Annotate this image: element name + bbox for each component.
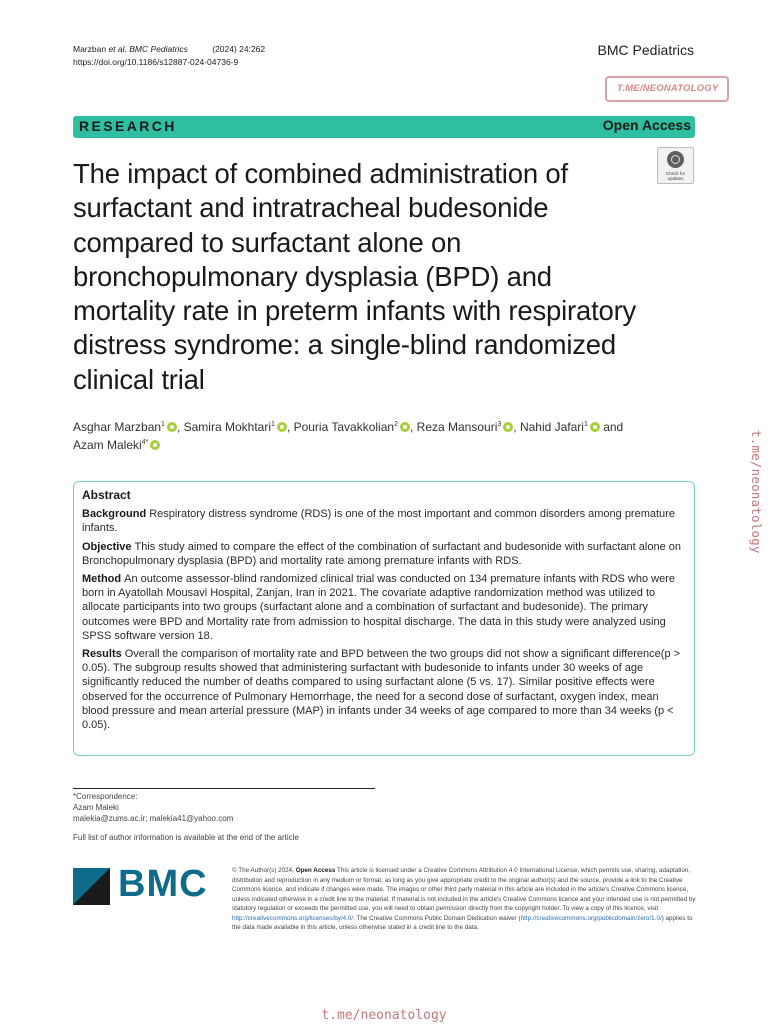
footnote-divider (73, 788, 375, 789)
citation-line (73, 43, 265, 56)
license-open-access: Open Access (295, 867, 336, 874)
abstract-background: Background Respiratory distress syndrome (RDS) is one of the most important and common disorders among premature infants. (82, 508, 675, 535)
side-watermark: t.me/neonatology (749, 430, 764, 554)
article-title: The impact of combined administration of surfactant and intratracheal budesonide compared to surfactant alone on bronchopulmonary dysplasia (BPD) and mortality rate in preterm infants with respiratory distress syndrome: a single-blind randomized clinical trial (73, 158, 637, 395)
license-link-by[interactable]: http://creativecommons.org/licenses/by/4.0/ (232, 914, 354, 922)
author[interactable]: Pouria Tavakkolian$^2$ (293, 420, 398, 434)
abstract-heading: Abstract (82, 488, 131, 502)
abstract-box (73, 481, 695, 756)
correspondence-label: *Correspondence: (73, 792, 138, 801)
watermark-stamp: T.ME/NEONATOLOGY (605, 76, 729, 102)
abstract-results: Results Overall the comparison of mortality rate and BPD between the two groups did not show a significant difference(p > 0.05). The subgroup results showed that administering surfactant with budesonide to infants under 30 weeks of age significantly reduced the number of deaths compared to using surfactant alone (5 vs. 17). Similar positive effects were observed for the occurrence of Pulmonary Hemorrhage, the need for a second dose of surfactant, oxygen index, mean blood pressure and mean arterial pressure (MAP) in infants under 34 weeks of age compared to more than 34 weeks (p < 0.05). (82, 648, 681, 732)
bmc-logo-triangle (73, 868, 110, 905)
bmc-logo (73, 863, 215, 906)
research-banner (73, 116, 695, 138)
correspondence-name: Azam Maleki (73, 803, 119, 812)
abstract-objective: Objective This study aimed to compare the effect of the combination of surfactant and budesonide with surfactant alone on Bronchopulmonary dysplasia (BPD) and mortality rate among premature infants with RDS. (82, 540, 681, 567)
open-access-label: Open Access (602, 117, 691, 133)
orcid-icon[interactable] (400, 422, 410, 432)
header-year-volume: (2024) 24:262 (212, 44, 266, 54)
orcid-icon[interactable] (167, 422, 177, 432)
updates-line1: Check for (665, 171, 686, 176)
journal-name: BMC Pediatrics (597, 42, 694, 58)
author-list: Asghar Marzban$^1$ , Samira Mokhtari$^1$ , Pouria Tavakkolian$^2$ , Reza Mansouri$^3$ , Nahid Jafari$^1$ and Azam Maleki$^{4*}$ (73, 420, 624, 452)
running-header (73, 43, 265, 69)
orcid-icon[interactable] (590, 422, 600, 432)
author[interactable]: Nahid Jafari$^1$ (519, 420, 588, 434)
author[interactable]: Azam Maleki$^{4*}$ (73, 438, 149, 452)
footer-watermark[interactable]: t.me/neonatology (321, 1008, 447, 1023)
abstract-method: Method An outcome assessor-blind randomized clinical trial was conducted on 134 premature infants with RDS who were born in Ayatollah Mousavi Hospital, Zanjan, Iran in 2021. The covariate adaptive randomization method was utilized to allocate participants into two groups (surfactant alone and a combination of surfactant and budesonide). The primary outcomes were BPD and Mortality rate from admission to hospital discharge. The data in this study were analyzed using SPSS software version 18. (82, 573, 675, 642)
update-icon (667, 151, 684, 168)
doi-link[interactable]: https://doi.org/10.1186/s12887-024-04736-9 (73, 57, 239, 67)
license-link-zero[interactable]: http://creativecommons.org/publicdomain/zero/1.0/ (520, 914, 662, 922)
author[interactable]: Samira Mokhtari$^1$ (183, 420, 275, 434)
license-text: © The Author(s) 2024. Open Access This article is licensed under a Creative Commons Attribution 4.0 International License, which permits use, sharing, adaptation, distribution and reproduction in any medium or format, as long as you give appropriate credit to the original author(s) and the source, provide a link to the Creative Commons licence, and indicate if changes were made. The images or other third party material in this article are included in the article's Creative Commons licence, unless indicated otherwise in a credit line to the material. If material is not included in the article's Creative Commons licence and your intended use is not permitted by statutory regulation or exceeds the permitted use, you will need to obtain permission directly from the copyright holder. To view a copy of this licence, visit http://creativecommons.org/licenses/by/4.0/. The Creative Commons Public Domain Dedication waiver (http://creativecommons.org/publicdomain/zero/1.0/) applies to the data made available in this article, unless otherwise stated in a credit line to the data. (232, 867, 696, 931)
bmc-logo-text: BMC (118, 863, 208, 905)
orcid-icon[interactable] (503, 422, 513, 432)
header-journal: et al. BMC Pediatrics (108, 44, 188, 54)
article-type-label: RESEARCH (79, 118, 177, 134)
author[interactable]: Reza Mansouri$^3$ (416, 420, 502, 434)
updates-line2: updates (667, 176, 684, 181)
author[interactable]: Asghar Marzban$^1$ (73, 420, 165, 434)
correspondence (73, 791, 233, 824)
correspondence-email[interactable]: malekia@zums.ac.ir; malekia41@yahoo.com (73, 814, 234, 823)
header-authors: Marzban (73, 44, 107, 54)
orcid-icon[interactable] (277, 422, 287, 432)
author-info-note: Full list of author information is available at the end of the article (73, 833, 299, 842)
check-for-updates-badge[interactable] (657, 147, 694, 184)
orcid-icon[interactable] (150, 440, 160, 450)
